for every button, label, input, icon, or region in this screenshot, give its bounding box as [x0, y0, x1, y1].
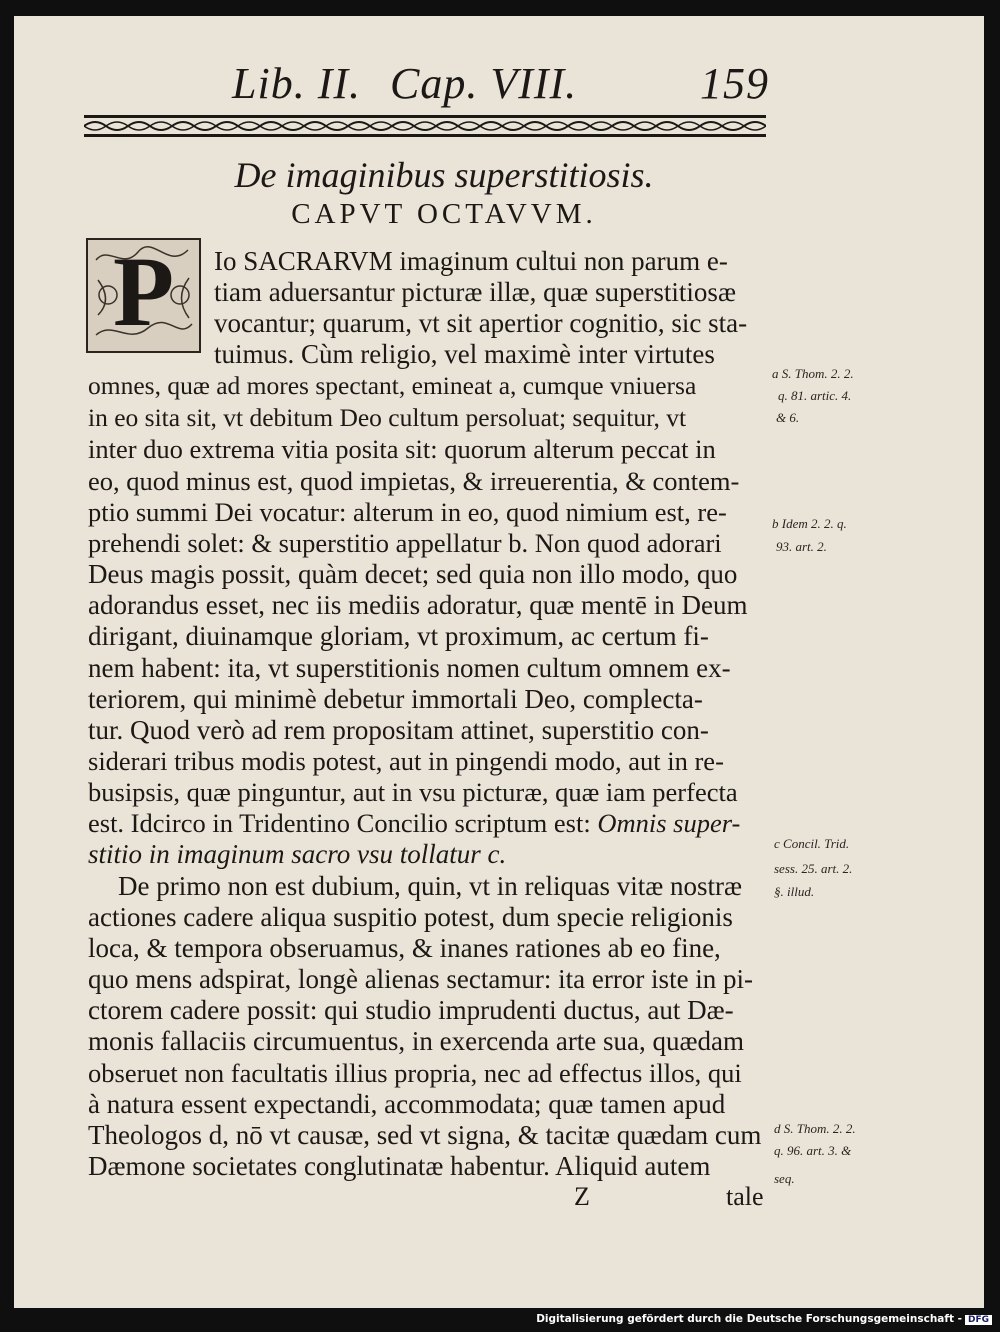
catchword: tale [726, 1182, 764, 1211]
text-line: tuimus. Cùm religio, vel maximè inter virtutes [214, 339, 715, 369]
book-page [14, 16, 984, 1308]
text-line: Io SACRARVM imaginum cultui non parum e- [214, 246, 728, 276]
text-line: siderari tribus modis potest, aut in pingendi modo, aut in re- [88, 746, 724, 776]
text-line: à natura essent expectandi, accommodata; quæ tamen apud [88, 1089, 726, 1119]
text-line: ctorem cadere possit: qui studio imprudenti ductus, aut Dæ- [88, 995, 734, 1025]
decorated-initial [86, 238, 201, 353]
text-line: ptio summi Dei vocatur: alterum in eo, quod nimium est, re- [88, 497, 727, 527]
page-number: 159 [700, 59, 769, 108]
text-line: omnes, quæ ad mores spectant, emineat a, cumque vniuersa [88, 371, 697, 400]
text-line: Dæmone societates conglutinatæ habentur. Aliquid autem [88, 1151, 711, 1181]
margin-note: c Concil. Trid. [774, 836, 850, 851]
text-segment: est. Idcirco in Tridentino Concilio scriptum est: [88, 808, 598, 838]
text-line: dirigant, diuinamque gloriam, vt proximum, ac certum fi- [88, 621, 709, 651]
text-line: inter duo extrema vitia posita sit: quorum alterum peccat in [88, 434, 716, 464]
margin-note: & 6. [776, 410, 800, 425]
initial-letter: P [112, 236, 175, 347]
text-line: Theologos d, nō vt causæ, sed vt signa, & tacitæ quædam cum [88, 1120, 762, 1150]
margin-note: d S. Thom. 2. 2. [774, 1121, 856, 1136]
text-line: tur. Quod verò ad rem propositam attinet, superstitio con- [88, 715, 709, 745]
chapter-title: De imaginibus superstitiosis. [234, 155, 654, 195]
ornamental-rule [84, 114, 766, 138]
margin-note: q. 96. art. 3. & [774, 1143, 852, 1158]
running-header [14, 58, 984, 118]
text-line: teriorem, qui minimè debetur immortali Deo, complecta- [88, 684, 703, 714]
text-line: actiones cadere aliqua suspitio potest, dum specie religionis [88, 902, 733, 932]
italic-quote: Omnis super- [597, 808, 741, 838]
margin-note: seq. [774, 1171, 795, 1186]
chapter-subtitle: CAPVT OCTAVVM. [291, 198, 597, 230]
text-line: De primo non est dubium, quin, vt in reliquas vitæ nostræ [118, 871, 742, 901]
margin-note: 93. art. 2. [776, 539, 827, 554]
margin-note: q. 81. artic. 4. [778, 388, 852, 403]
text-line: nem habent: ita, vt superstitionis nomen cultum omnem ex- [88, 653, 731, 683]
margin-note: b Idem 2. 2. q. [772, 516, 847, 531]
text-line: Deus magis possit, quàm decet; sed quia non illo modo, quo [88, 559, 738, 589]
credit-text: Digitalisierung gefördert durch die Deutsche Forschungsgemeinschaft - [536, 1313, 962, 1325]
margin-note: sess. 25. art. 2. [774, 861, 853, 876]
text-line: monis fallaciis circumuentus, in exercenda arte sua, quædam [88, 1026, 745, 1056]
text-line: stitio in imaginum sacro vsu tollatur c. [88, 839, 507, 869]
margin-note: a S. Thom. 2. 2. [772, 366, 854, 381]
text-line: prehendi solet: & superstitio appellatur b. Non quod adorari [88, 528, 722, 558]
text-line: eo, quod minus est, quod impietas, & irreuerentia, & contem- [88, 466, 740, 496]
digitization-credit [536, 1313, 992, 1325]
chapter-number: Cap. VIII. [390, 59, 578, 108]
text-line: adorandus esset, nec iis mediis adoratur, quæ mentē in Deum [88, 590, 748, 620]
signature-mark: Z [574, 1182, 590, 1211]
text-line: tiam aduersantur picturæ illæ, quæ superstitiosæ [214, 277, 736, 307]
margin-note: §. illud. [774, 884, 815, 899]
text-line: vocantur; quarum, vt sit apertior cognitio, sic sta- [214, 308, 748, 338]
book-number: Lib. II. [232, 59, 361, 108]
text-line [88, 808, 740, 838]
text-line: loca, & tempora obseruamus, & inanes rationes ab eo fine, [88, 933, 721, 963]
text-line: busipsis, quæ pinguntur, aut in vsu picturæ, quæ iam perfecta [88, 777, 738, 807]
text-line: quo mens adspirat, longè alienas sectamur: ita error iste in pi- [88, 964, 754, 994]
dfg-logo: DFG [965, 1315, 992, 1325]
text-line: in eo sita sit, vt debitum Deo cultum persoluat; sequitur, vt [88, 403, 687, 432]
text-line: obseruet non facultatis illius propria, nec ad effectus illos, qui [88, 1058, 742, 1088]
